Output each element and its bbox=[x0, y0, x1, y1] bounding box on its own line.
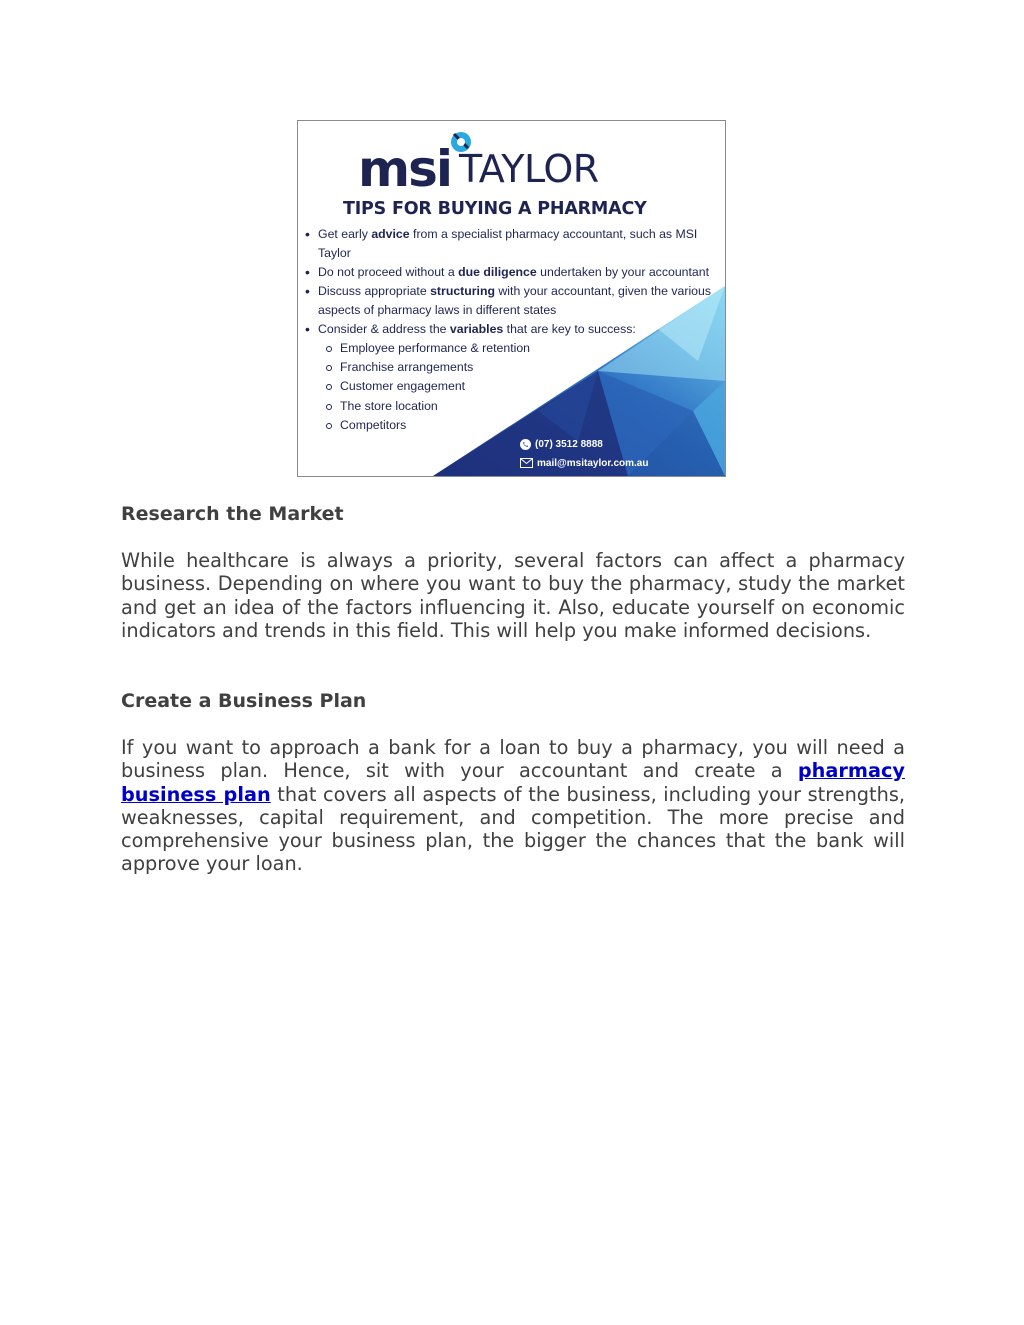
logo-msi: msi bbox=[358, 140, 451, 198]
logo-taylor: TAYLOR bbox=[459, 147, 599, 191]
heading-research-market: Research the Market bbox=[121, 503, 344, 525]
sub-item: Customer engagement bbox=[318, 377, 714, 396]
email-contact bbox=[520, 458, 648, 469]
paragraph-research-market: While healthcare is always a priority, several factors can affect a pharmacy business. Depending on where you want to buy the pharmacy, study the market and get an idea of the factors influencing it. Also, educate yourself on economic indicators and trends in this field. This will help you make informed decisions. bbox=[121, 549, 905, 642]
pharmacy-business-plan-link[interactable]: pharmacy business plan bbox=[121, 759, 905, 806]
sub-item: Employee performance & retention bbox=[318, 339, 714, 358]
paragraph-business-plan: If you want to approach a bank for a loan to buy a pharmacy, you will need a business plan. Hence, sit with your accountant and create a pharmacy business plan that covers all aspects of the business, including your strengths, weaknesses, capital requirement, and competition. The more precise and comprehensive your business plan, the bigger the chances that the bank will approve your loan. bbox=[121, 736, 906, 876]
tip-item: • Get early advice from a specialist pharmacy accountant, such as MSI Taylor bbox=[304, 225, 714, 263]
heading-business-plan: Create a Business Plan bbox=[121, 690, 367, 712]
phone-icon bbox=[520, 439, 531, 450]
advert-title: TIPS FOR BUYING A PHARMACY bbox=[343, 199, 647, 219]
tips-list bbox=[304, 225, 714, 435]
msi-taylor-advert bbox=[297, 120, 726, 477]
msi-taylor-logo bbox=[358, 140, 599, 198]
sub-item: Competitors bbox=[318, 416, 714, 435]
phone-number: (07) 3512 8888 bbox=[535, 439, 603, 451]
tip-item: • Do not proceed without a due diligence undertaken by your accountant bbox=[304, 263, 714, 282]
variables-sublist bbox=[318, 339, 714, 435]
tip-item: • Discuss appropriate structuring with your accountant, given the various aspects of pharmacy laws in different states bbox=[304, 282, 714, 320]
tip-item: • Consider & address the variables that are key to success: Employee performance & retention Franchise arrangements Customer engagement The store location Competitors bbox=[304, 320, 714, 435]
sub-item: Franchise arrangements bbox=[318, 358, 714, 377]
mail-icon bbox=[520, 458, 533, 468]
email-address: mail@msitaylor.com.au bbox=[537, 458, 649, 469]
phone-contact bbox=[520, 439, 603, 450]
sub-item: The store location bbox=[318, 397, 714, 416]
